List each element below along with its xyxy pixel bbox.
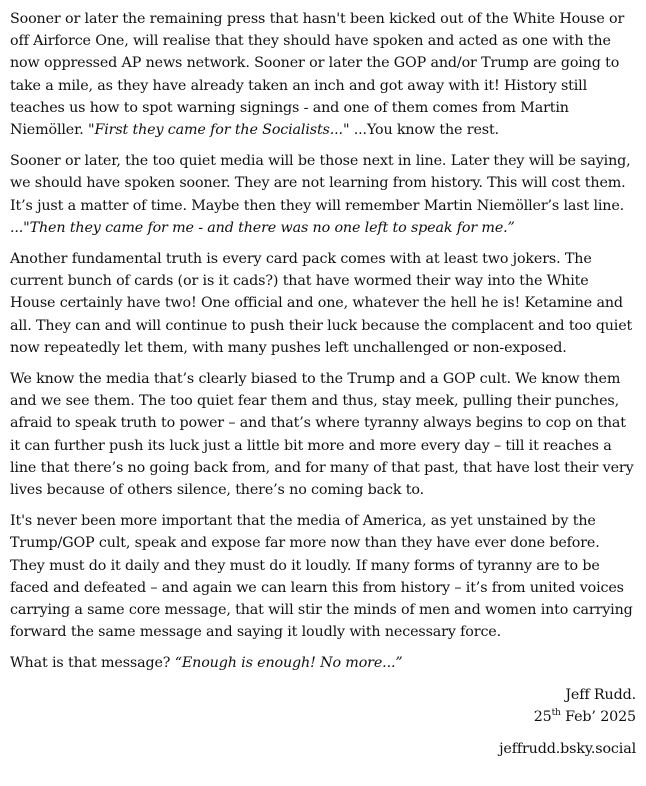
signature-name: Jeff Rudd. xyxy=(565,686,636,703)
paragraph-4-text: We know the media that’s clearly biased to the Trump and a GOP cult. We know them and we see them. The too quiet fear them and thus, stay meek, pulling their punches, afraid to speak truth to power – and that’s where tyranny always begins to cop on that it can further push its luck just a little bit more and more every day – till it reaches a line that there’s no going back from, and for many of that past, that have lost their very lives because of others silence, there’s no coming back to. xyxy=(10,371,634,499)
signature-date xyxy=(10,706,636,728)
paragraph-5 xyxy=(10,510,636,643)
paragraph-2 xyxy=(10,150,636,239)
paragraph-6 xyxy=(10,652,636,674)
letter-document xyxy=(10,8,636,760)
paragraph-3 xyxy=(10,248,636,359)
paragraph-4 xyxy=(10,368,636,501)
signature-handle: jeffrudd.bsky.social xyxy=(499,741,636,758)
paragraph-2-text: Sooner or later, the too quiet media will be those next in line. Later they will be saying, we should have spoken sooner. They are not learning from history. This will cost them. It’s just a matter of time. Maybe then they will remember Martin Niemöller’s last line. xyxy=(10,153,631,214)
paragraph-2-quote: ..."Then they came for me - and there was no one left to speak for me.” xyxy=(10,219,515,236)
paragraph-6-text: What is that message? xyxy=(10,655,175,672)
paragraph-5-text: It's never been more important that the media of America, as yet unstained by the Trump/GOP cult, speak and expose far more now than they have ever done before. They must do it daily and they must do it loudly. If many forms of tyranny are to be faced and defeated – and again we can learn this from history – it’s from united voices carrying a same core message, that will stir the minds of men and women into carrying forward the same message and saying it loudly with necessary force. xyxy=(10,513,633,641)
paragraph-1-tail: " ...You know the rest. xyxy=(342,122,499,139)
paragraph-1 xyxy=(10,8,636,141)
signature-date-suffix: th xyxy=(551,708,561,719)
signature-date-day: 25 xyxy=(533,708,552,725)
paragraph-3-text: Another fundamental truth is every card pack comes with at least two jokers. The current bunch of cards (or is it cads?) that have wormed their way into the White House certainly have two! One official and one, whatever the hell he is! Ketamine and all. They can and will continue to push their luck because the complacent and too quiet now repeatedly let them, with many pushes left unchallenged or non-exposed. xyxy=(10,251,633,356)
paragraph-1-text: Sooner or later the remaining press that hasn't been kicked out of the White House or off Airforce One, will realise that they should have spoken and acted as one with the now oppressed AP news network. Sooner or later the GOP and/or Trump are going to take a mile, as they have already taken an inch and got away with it! History still teaches us how to spot warning signings - and one of them comes from Martin Niemöller. " xyxy=(10,11,625,139)
paragraph-1-quote: First they came for the Socialists... xyxy=(94,122,343,139)
paragraph-6-quote: “Enough is enough! No more...” xyxy=(174,655,403,672)
signature-date-rest: Feb’ 2025 xyxy=(560,708,636,725)
